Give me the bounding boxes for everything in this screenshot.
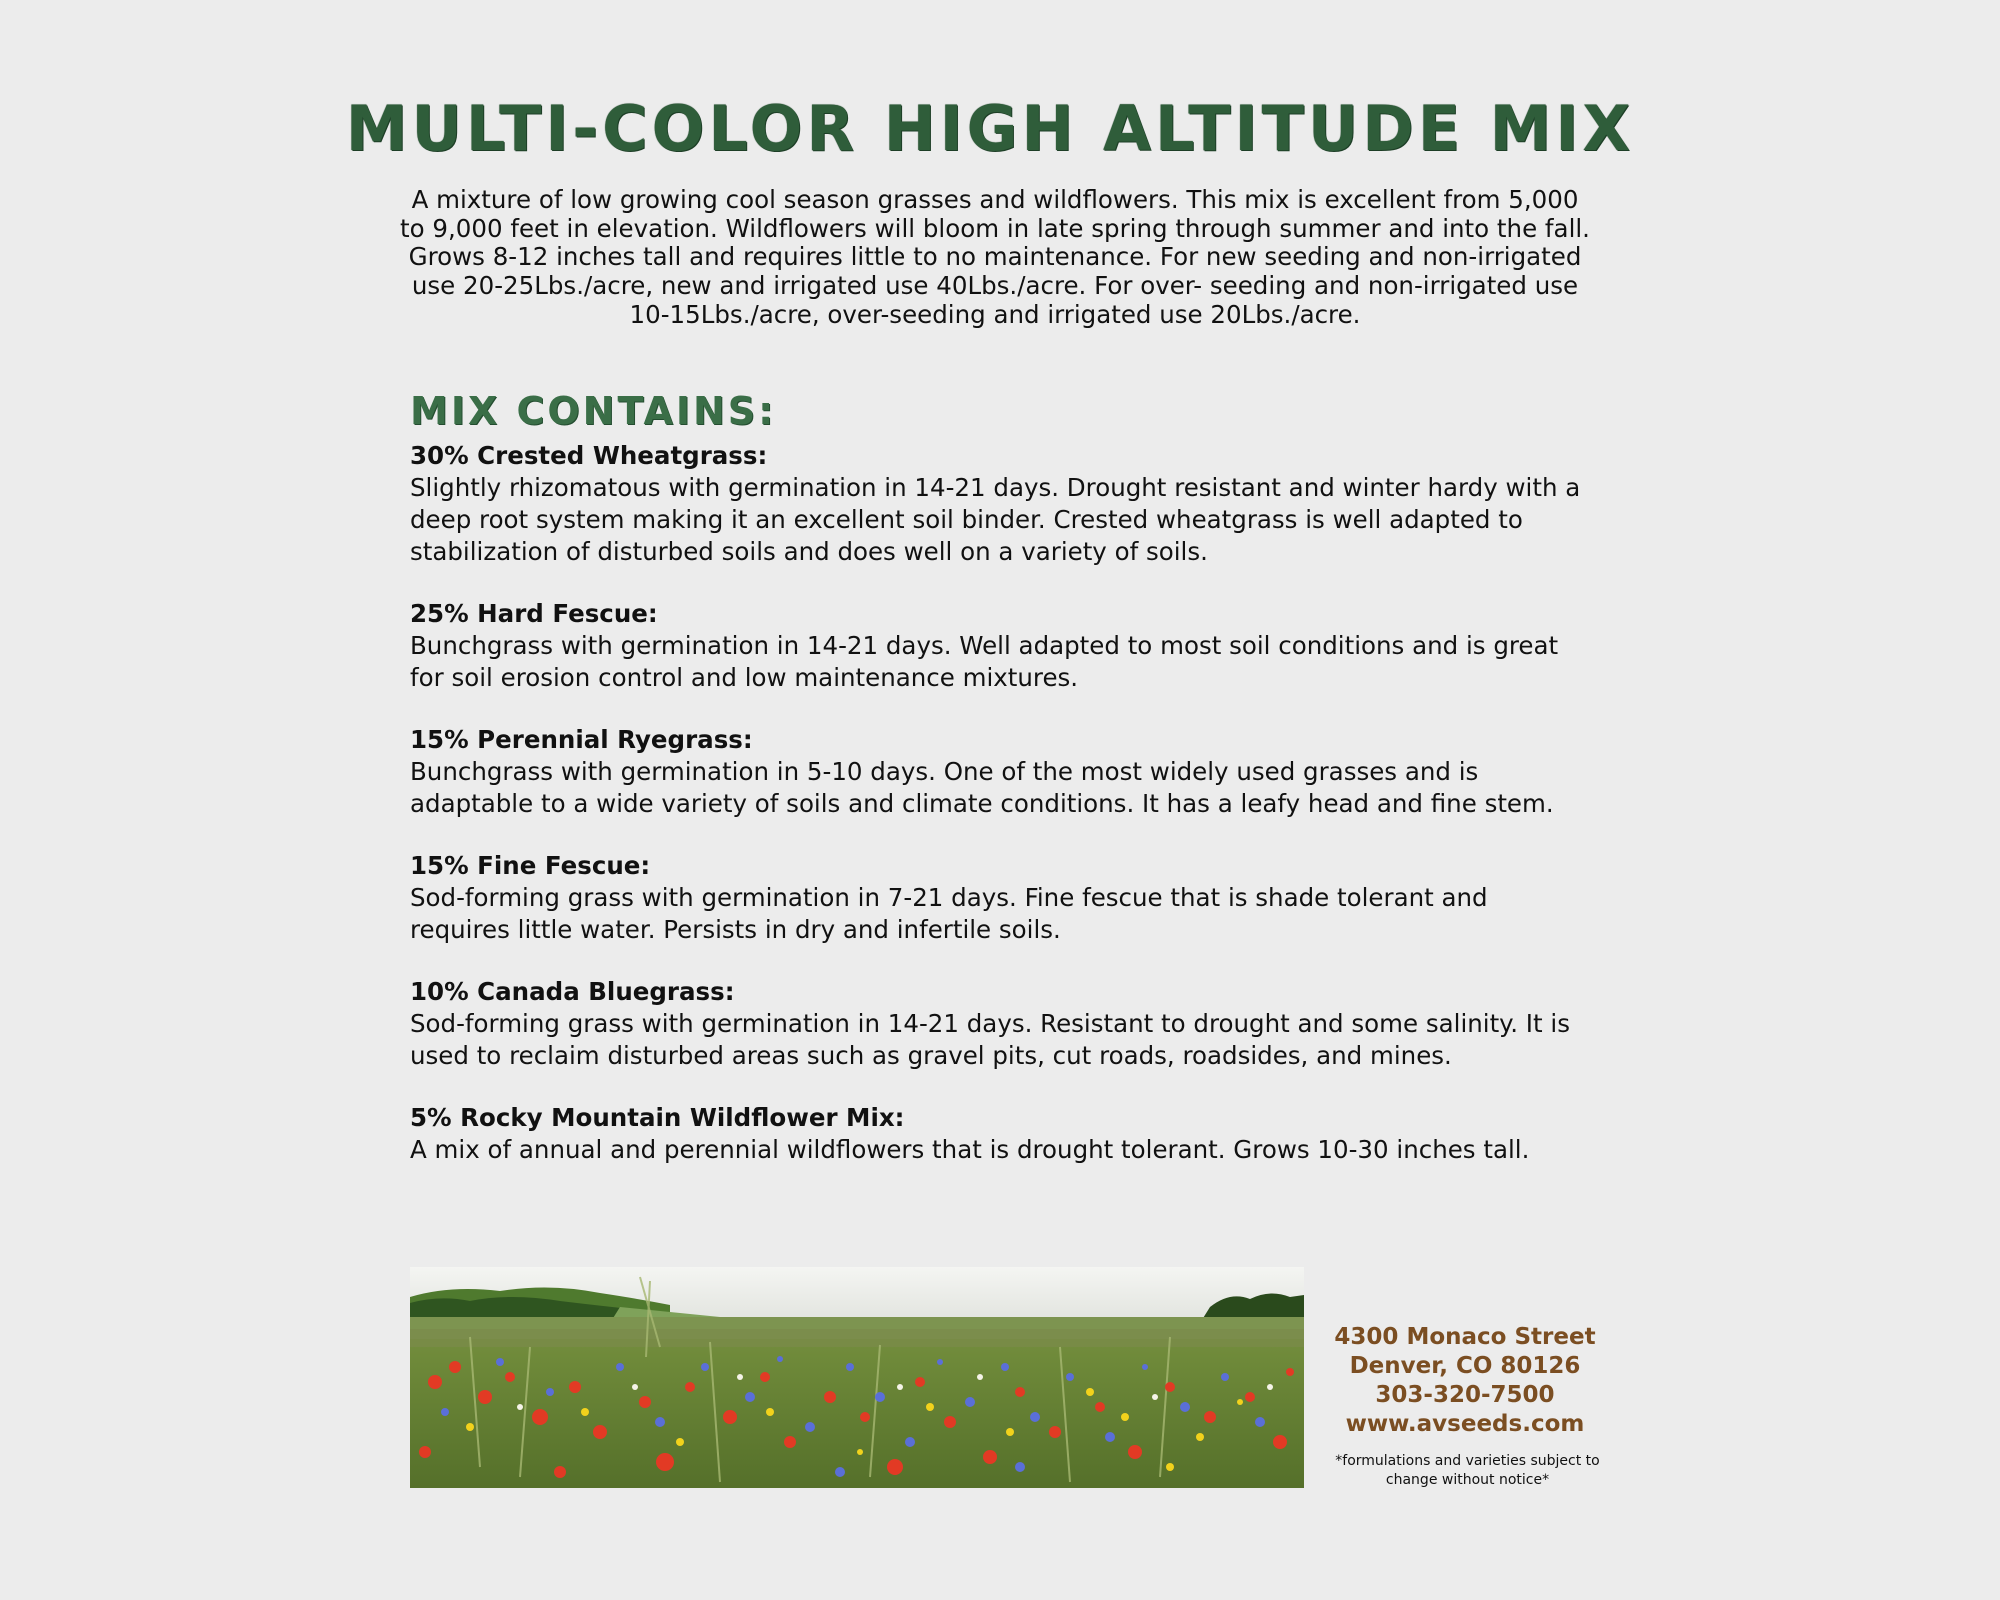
page-title: MULTI-COLOR HIGH ALTITUDE MIX (345, 92, 1635, 165)
component-description: Sod-forming grass with germination in 7-21 days. Fine fescue that is shade tolerant and requires little water. Persists in dry and infertile soils. (410, 883, 1488, 944)
component-name: 15% Perennial Ryegrass: (410, 725, 753, 754)
component-description: Sod-forming grass with germination in 14-21 days. Resistant to drought and some salinity. It is used to reclaim disturbed areas such as gravel pits, cut roads, roadsides, and mines. (410, 1009, 1570, 1070)
component-description: Bunchgrass with germination in 5-10 days. One of the most widely used grasses and is adaptable to a wide variety of soils and climate conditions. It has a leafy head and fine stem. (410, 757, 1554, 818)
component-description: Bunchgrass with germination in 14-21 days. Well adapted to most soil conditions and is great for soil erosion control and low maintenance mixtures. (410, 631, 1559, 692)
component-name: 15% Fine Fescue: (410, 851, 651, 880)
intro-paragraph: A mixture of low growing cool season grasses and wildflowers. This mix is excellent from 5,000 to 9,000 feet in elevation. Wildflowers will bloom in late spring through summer and into the fall. Grows 8-12 inches tall and requires little to no maintenance. For new seeding and non-irrigated use 20-25Lbs./acre, new and irrigated use 40Lbs./acre. For over- seeding and non-irrigated use 10-15Lbs./acre, over-seeding and irrigated use 20Lbs./acre. (400, 185, 1590, 329)
website-link[interactable]: www.avseeds.com (1345, 1411, 1585, 1437)
component-name: 30% Crested Wheatgrass: (410, 441, 768, 470)
component-name: 5% Rocky Mountain Wildflower Mix: (410, 1103, 905, 1132)
disclaimer-note: *formulations and varieties subject to change without notice* (1335, 1453, 1600, 1488)
component-description: Slightly rhizomatous with germination in 14-21 days. Drought resistant and winter hardy with a deep root system making it an excellent soil binder. Crested wheatgrass is well adapted to stabilization of disturbed soils and does well on a variety of soils. (410, 473, 1581, 566)
component-rocky-mountain-wildflower-mix (410, 1102, 1590, 1166)
mix-contains-heading: MIX CONTAINS: (410, 389, 777, 433)
component-canada-bluegrass (410, 976, 1590, 1072)
component-fine-fescue (410, 850, 1590, 946)
meadow-illustration (410, 1267, 1304, 1488)
contact-block (1320, 1323, 1610, 1439)
city-line: Denver, CO 80126 (1349, 1353, 1581, 1379)
component-name: 10% Canada Bluegrass: (410, 977, 735, 1006)
component-hard-fescue (410, 598, 1590, 694)
phone-number: 303-320-7500 (1375, 1382, 1555, 1408)
component-description: A mix of annual and perennial wildflowers that is drought tolerant. Grows 10-30 inches tall. (410, 1135, 1530, 1164)
mix-components-list (410, 440, 1590, 1196)
wildflower-meadow-photo (410, 1267, 1304, 1488)
component-name: 25% Hard Fescue: (410, 599, 658, 628)
component-crested-wheatgrass (410, 440, 1590, 568)
address-line: 4300 Monaco Street (1334, 1324, 1596, 1350)
component-perennial-ryegrass (410, 724, 1590, 820)
